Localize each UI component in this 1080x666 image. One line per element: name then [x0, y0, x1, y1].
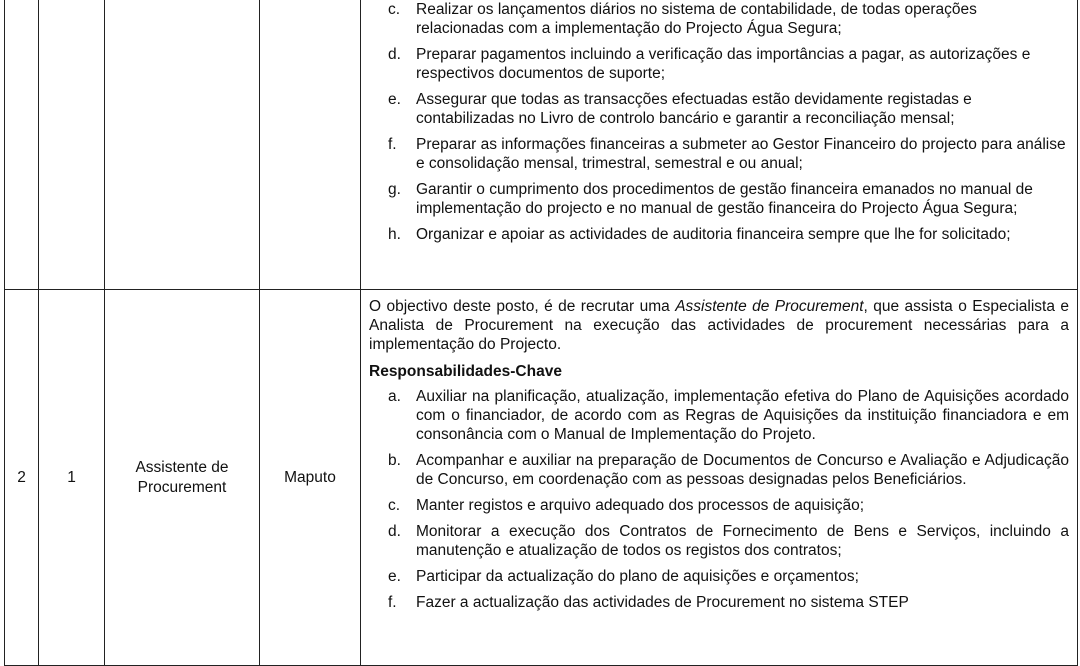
list-item-text: Acompanhar e auxiliar na preparação de Documentos de Concurso e Avaliação e Adjudicação de Concurso, em coordenação com as pessoas designadas pelos Beneficiários.	[416, 452, 1069, 488]
list-item-text: Manter registos e arquivo adequado dos processos de aquisição;	[416, 497, 865, 514]
duties-cell	[361, 290, 1078, 666]
function-cell	[105, 0, 260, 290]
list-marker: f.	[388, 136, 397, 153]
vacancy-table	[4, 0, 1078, 666]
list-marker: e.	[388, 568, 401, 585]
list-item	[369, 496, 1069, 515]
list-item-text: Assegurar que todas as transacções efectuadas estão devidamente registadas e contabilizadas no Livro de controlo bancário e garantir a reconciliação mensal;	[416, 91, 972, 127]
list-marker: f.	[388, 594, 397, 611]
objective-position-name: Assistente de Procurement	[675, 298, 864, 315]
list-item-text: Monitorar a execução dos Contratos de Fornecimento de Bens e Serviços, incluindo a manutenção e atualização de todos os registos dos contratos;	[416, 523, 1069, 559]
duties-cell	[361, 0, 1078, 290]
list-item-text: Fazer a actualização das actividades de Procurement no sistema STEP	[416, 594, 909, 611]
vacancies-cell: 1	[39, 290, 105, 666]
list-marker: c.	[388, 497, 401, 514]
list-marker: h.	[388, 226, 401, 243]
list-marker: a.	[388, 388, 401, 405]
list-item-text: Organizar e apoiar as actividades de auditoria financeira sempre que lhe for solicitado;	[416, 226, 1011, 243]
list-item-text: Participar da actualização do plano de aquisições e orçamentos;	[416, 568, 859, 585]
location-cell	[260, 0, 361, 290]
list-item-text: Garantir o cumprimento dos procedimentos de gestão financeira emanados no manual de implementação do projecto e no manual de gestão financeira do Projecto Água Segura;	[416, 181, 1033, 217]
list-item	[369, 567, 1069, 586]
list-marker: b.	[388, 452, 401, 469]
list-item	[369, 593, 1069, 612]
list-item	[369, 0, 1069, 38]
list-item	[369, 225, 1069, 244]
duties-list	[361, 297, 1077, 612]
duties-list	[361, 0, 1077, 244]
function-title: Assistente de Procurement	[135, 458, 229, 496]
list-marker: e.	[388, 91, 401, 108]
table-row	[5, 290, 1078, 666]
list-item	[369, 135, 1069, 173]
list-item-text: Auxiliar na planificação, atualização, implementação efetiva do Plano de Aquisições acordado com o financiador, de acordo com as Regras de Aquisições da instituição financiadora e em consonância com o Manual de Implementação do Projeto.	[416, 388, 1069, 443]
list-item	[369, 90, 1069, 128]
list-marker: d.	[388, 523, 401, 540]
list-item-text: Realizar os lançamentos diários no sistema de contabilidade, de todas operações relacionadas com a implementação do Projecto Água Segura;	[416, 1, 977, 37]
list-item	[369, 45, 1069, 83]
objective-text: , que assista o Especialista e Analista de Procurement na execução das actividades de procurement necessárias para a implementação do Projecto.	[369, 298, 1069, 353]
function-cell	[105, 290, 260, 666]
list-marker: g.	[388, 181, 401, 198]
vacancies-cell	[39, 0, 105, 290]
list-item	[369, 387, 1069, 444]
list-item-text: Preparar pagamentos incluindo a verificação das importâncias a pagar, as autorizações e respectivos documentos de suporte;	[416, 46, 1031, 82]
section-heading: Responsabilidades-Chave	[369, 363, 562, 380]
table-row	[5, 0, 1078, 290]
number-cell	[5, 0, 39, 290]
list-marker: d.	[388, 46, 401, 63]
list-item	[369, 451, 1069, 489]
list-item	[369, 522, 1069, 560]
objective-text: O objectivo deste posto, é de recrutar uma	[369, 298, 676, 315]
location-cell: Maputo	[260, 290, 361, 666]
list-marker: c.	[388, 1, 401, 18]
list-item	[369, 180, 1069, 218]
position-objective	[369, 297, 1069, 354]
number-cell: 2	[5, 290, 39, 666]
list-item-text: Preparar as informações financeiras a submeter ao Gestor Financeiro do projecto para análise e consolidação mensal, trimestral, semestral e ou anual;	[416, 136, 1066, 172]
